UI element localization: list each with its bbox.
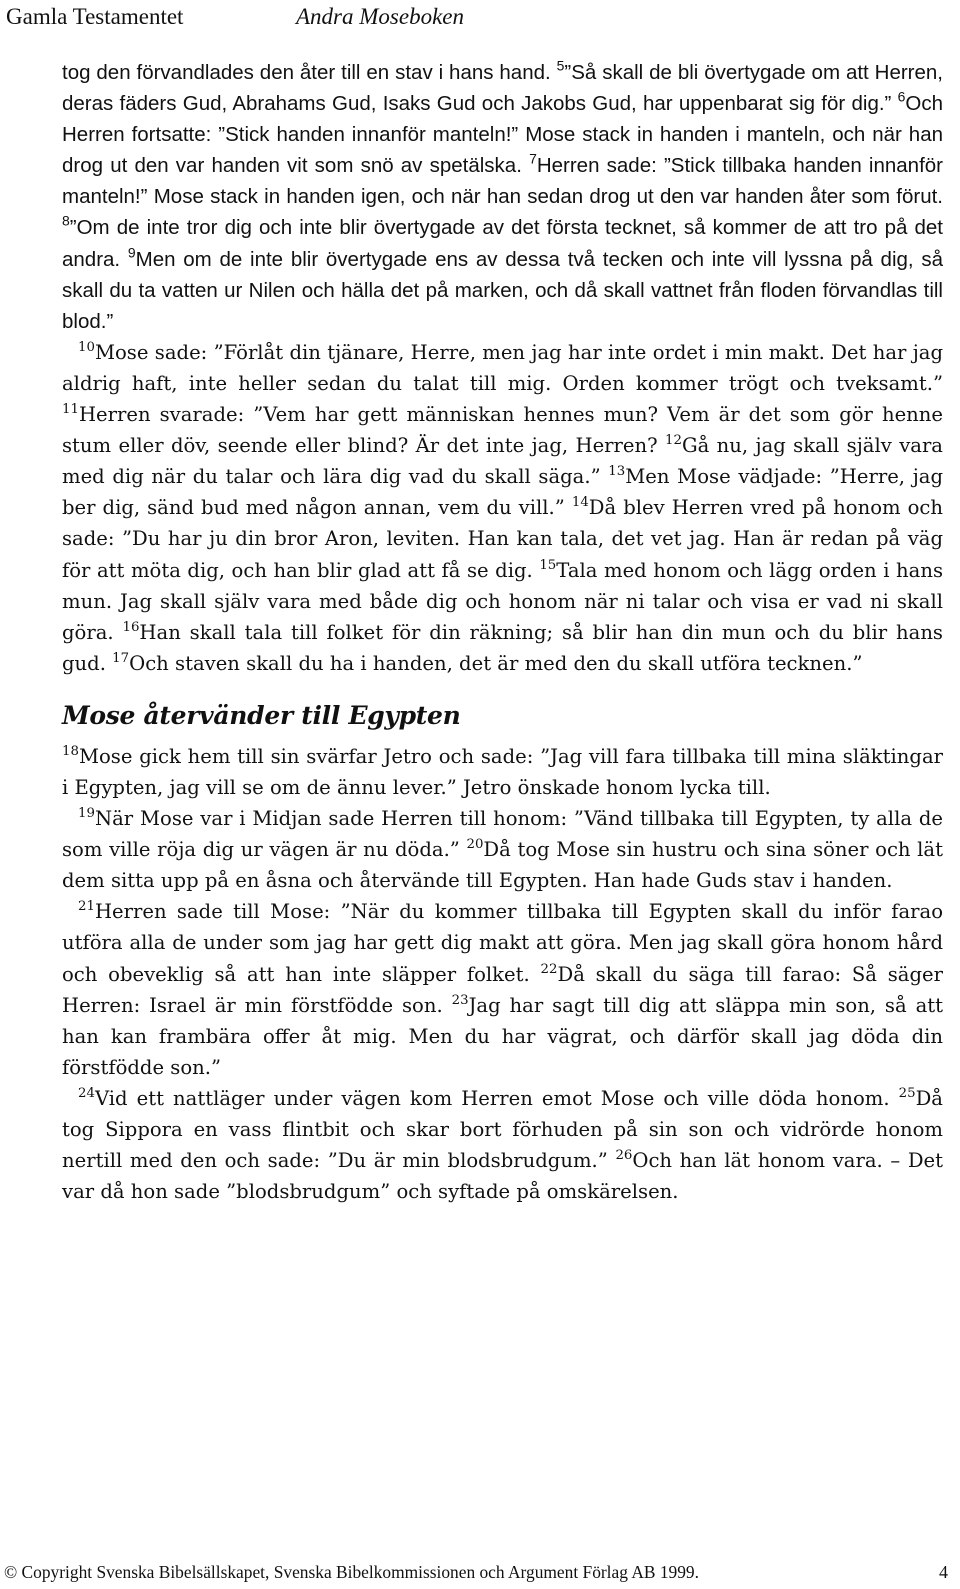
page-number: 4 (939, 1562, 948, 1582)
running-header (6, 2, 464, 32)
paragraph-verses-4-9 (62, 57, 943, 337)
verse-26: Och han lät honom vara. – Det var då hon sade ”blodsbrudgum” och syftade på omskärelsen. (62, 1149, 944, 1204)
page-footer (4, 1561, 948, 1583)
verse-number: 19 (78, 805, 95, 821)
verse-7-narration: Mose stack in handen igen, och när han sedan drog ut den var handen åter som förut. (153, 185, 943, 209)
verse-number: 21 (78, 899, 95, 915)
verse-number: 5 (556, 57, 565, 74)
paragraph-verses-10-17 (62, 337, 943, 679)
verse-number: 8 (62, 212, 70, 229)
verse-9: Men om de inte blir övertygade ens av dessa två tecken och inte vill lyssna på dig, så skall du ta vatten ur Nilen och hälla det på marken, och då skall vattnet från floden förvandlas till blod.” (62, 247, 943, 333)
verse-11: Herren svarade: ”Vem har gett människan hennes mun? Vem är det som gör henne stum eller döv, seende eller blind? Är det inte jag, Herren? (62, 403, 943, 458)
copyright-notice: © Copyright Svenska Bibelsällskapet, Svenska Bibelkommissionen och Argument Förlag AB 1999. (4, 1562, 699, 1582)
scripture-text (62, 57, 943, 1207)
verse-number: 23 (451, 992, 469, 1008)
verse-number: 16 (122, 619, 140, 635)
verse-number: 22 (540, 961, 558, 977)
verse-20: Då tog Mose sin hustru och sina söner och lät dem sitta upp på en åsna och återvände till Egypten. Han hade Guds stav i handen. (62, 838, 943, 893)
verse-number: 10 (78, 339, 95, 355)
verse-number: 24 (78, 1085, 95, 1101)
verse-number: 15 (539, 557, 557, 573)
verse-12: Gå nu, jag skall själv vara med dig när du talar och lära dig vad du skall säga.” (62, 434, 943, 489)
verse-23: Jag har sagt till dig att släppa min son, så att han kan frambära offer åt mig. Men du har vägrat, och därför skall jag döda din förstfödde son.” (62, 993, 943, 1079)
verse-19: När Mose var i Midjan sade Herren till honom: ”Vänd tillbaka till Egypten, ty alla de som ville röja dig ur vägen är nu döda.” (62, 807, 943, 862)
verse-15: Tala med honom och lägg orden i hans mun. Jag skall själv vara med både dig och honom när ni talar och visa er vad ni skall göra. (62, 558, 944, 644)
verse-13: Men Mose vädjade: ”Herre, jag ber dig, sänd bud med någon annan, vem du vill.” (62, 465, 943, 520)
verse-number: 7 (529, 150, 537, 167)
verse-4-continuation: tog den förvandlades den åter till en stav i hans hand. (62, 61, 551, 84)
paragraph-verses-24-26 (62, 1083, 943, 1207)
verse-number: 13 (608, 463, 626, 479)
verse-5: ”Så skall de bli övertygade om att Herren, deras fäders Gud, Abrahams Gud, Isaks Gud och Jakobs Gud, har uppenbarat sig för dig.” (62, 61, 943, 116)
verse-17: Och staven skall du ha i handen, det är med den du skall utföra tecknen.” (129, 651, 863, 675)
paragraph-verses-19-20 (62, 803, 943, 896)
verse-number: 9 (127, 243, 136, 260)
verse-6-speech: Och Herren fortsatte: ”Stick handen innanför manteln!” (62, 92, 944, 147)
book-title: Andra Moseboken (296, 4, 464, 29)
testament-title: Gamla Testamentet (6, 4, 184, 29)
paragraph-verses-21-23 (62, 896, 943, 1083)
verse-number: 6 (897, 88, 906, 105)
verse-number: 20 (466, 836, 484, 852)
verse-8: ”Om de inte tror dig och inte blir övertygade av det första tecknet, så kommer de att tro på det andra. (62, 216, 943, 271)
verse-6-narration: Mose stack in handen i manteln, och när han drog ut den var handen vit som snö av spetälska. (62, 123, 944, 178)
verse-number: 14 (571, 495, 589, 511)
verse-21: Herren sade till Mose: ”När du kommer tillbaka till Egypten skall du inför farao utföra alla de under som jag har gett dig makt att göra. Men jag skall göra honom hård och obeveklig så att han inte släpper folket. (62, 900, 943, 986)
verse-7-speech: Herren sade: ”Stick tillbaka handen innanför manteln!” (62, 154, 943, 209)
verse-24: Vid ett nattläger under vägen kom Herren emot Mose och ville döda honom. (94, 1086, 890, 1110)
section-heading: Mose återvänder till Egypten (62, 700, 461, 730)
verse-18: Mose gick hem till sin svärfar Jetro och sade: ”Jag vill fara tillbaka till mina släktingar i Egypten, jag vill se om de ännu lever.” Jetro önskade honom lycka till. (62, 744, 943, 799)
verse-number: 12 (665, 432, 682, 448)
paragraph-verse-18 (62, 741, 943, 803)
verse-16: Han skall tala till folket för din räkning; så blir han din mun och du blir hans gud. (62, 620, 943, 675)
verse-14: Då blev Herren vred på honom och sade: ”Du har ju din bror Aron, leviten. Han kan tala, det vet jag. Han är redan på väg för att möta dig, och han blir glad att få se dig. (62, 496, 944, 582)
verse-number: 17 (112, 650, 130, 666)
verse-number: 25 (898, 1085, 916, 1101)
verse-25: Då tog Sippora en vass flintbit och skar bort förhuden på sin son och vidrörde honom nertill med den och sade: ”Du är min blodsbrudgum.” (62, 1086, 943, 1173)
verse-22: Då skall du säga till farao: Så säger Herren: Israel är min förstfödde son. (62, 962, 943, 1017)
verse-number: 11 (62, 401, 79, 417)
verse-number: 18 (62, 743, 79, 759)
verse-10: Mose sade: ”Förlåt din tjänare, Herre, men jag har inte ordet i min makt. Det har jag aldrig haft, inte heller sedan du talat till mig. Orden kommer trögt och tveksamt.” (62, 340, 943, 395)
verse-number: 26 (615, 1147, 633, 1163)
